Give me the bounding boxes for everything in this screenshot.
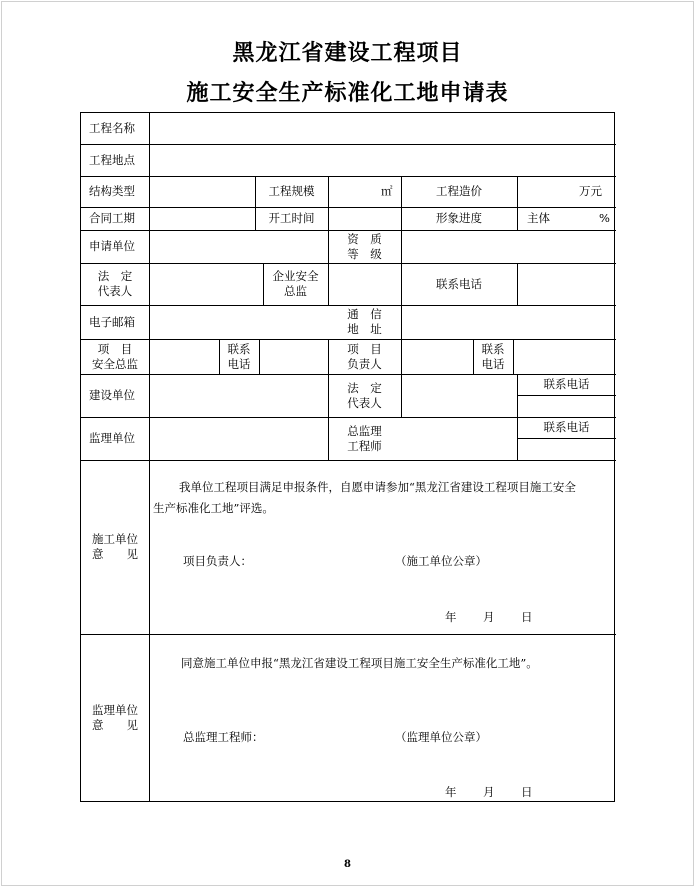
safety-director-label: 企业安全 总监 bbox=[272, 269, 319, 298]
supervisor-statement: 同意施工单位申报“黑龙江省建设工程项目施工安全生产标准化工地”。 bbox=[181, 656, 538, 670]
qualification-label: 资 质 等 级 bbox=[347, 231, 382, 261]
builder-legal-rep-label: 法 定 代表人 bbox=[347, 380, 382, 410]
progress-label: 形象进度 bbox=[436, 211, 482, 225]
legal-representative-label: 法 定 代表人 bbox=[97, 269, 133, 298]
chief-supervisor-label: 总监理 工程师 bbox=[347, 423, 382, 453]
supervisor-opinion-label: 监理单位 意 见 bbox=[92, 702, 138, 732]
project-leader-signature: 项目负责人： bbox=[183, 554, 252, 568]
supervisor-unit-seal: （监理单位公章） bbox=[395, 730, 487, 744]
builder-unit-label: 建设单位 bbox=[89, 388, 135, 402]
project-name-label: 工程名称 bbox=[89, 121, 135, 135]
construction-statement-line2: 生产标准化工地”评选。 bbox=[153, 501, 274, 515]
project-scale-label: 工程规模 bbox=[268, 184, 315, 198]
project-leader-label: 项 目 负责人 bbox=[347, 341, 382, 371]
project-location-label: 工程地点 bbox=[89, 152, 135, 167]
structure-type-label: 结构类型 bbox=[89, 184, 135, 198]
construction-date-day: 日 bbox=[521, 610, 533, 624]
main-body-label: 主体 bbox=[527, 211, 550, 225]
construction-date-month: 月 bbox=[483, 610, 495, 624]
contact-phone-label-2: 联系 电话 bbox=[481, 341, 505, 371]
page-number: 8 bbox=[344, 859, 351, 870]
percent-sign: % bbox=[599, 211, 610, 225]
construction-opinion-label: 施工单位 意 见 bbox=[92, 532, 138, 561]
construction-statement-line1: 我单位工程项目满足申报条件，自愿申请参加“黑龙江省建设工程项目施工安全 bbox=[179, 480, 576, 494]
supervisor-unit-label: 监理单位 bbox=[89, 431, 135, 445]
applicant-unit-label: 申请单位 bbox=[89, 239, 135, 253]
page-title-line1: 黑龙江省建设工程项目 bbox=[232, 41, 463, 66]
scale-unit: ㎡ bbox=[381, 184, 393, 198]
builder-contact-phone-label: 联系电话 bbox=[543, 377, 590, 391]
cost-unit: 万元 bbox=[579, 184, 602, 198]
email-label: 电子邮箱 bbox=[89, 314, 135, 329]
address-label: 通 信 地 址 bbox=[347, 307, 382, 336]
construction-date-year: 年 bbox=[445, 610, 457, 624]
supervisor-date-year: 年 bbox=[445, 785, 457, 799]
project-safety-director-label: 项 目 安全总监 bbox=[92, 341, 138, 371]
contact-phone-label-1: 联系 电话 bbox=[227, 341, 251, 371]
chief-supervisor-signature: 总监理工程师： bbox=[183, 730, 264, 744]
supervisor-date-day: 日 bbox=[521, 785, 533, 799]
start-time-label: 开工时间 bbox=[268, 211, 315, 225]
application-form-table bbox=[80, 112, 615, 802]
contact-phone-label: 联系电话 bbox=[436, 276, 482, 291]
construction-unit-seal: （施工单位公章） bbox=[395, 554, 487, 568]
supervisor-contact-phone-label: 联系电话 bbox=[543, 420, 590, 434]
supervisor-date-month: 月 bbox=[483, 785, 495, 799]
project-cost-label: 工程造价 bbox=[436, 184, 482, 198]
contract-period-label: 合同工期 bbox=[89, 211, 135, 225]
page-title-line2: 施工安全生产标准化工地申请表 bbox=[186, 81, 509, 106]
